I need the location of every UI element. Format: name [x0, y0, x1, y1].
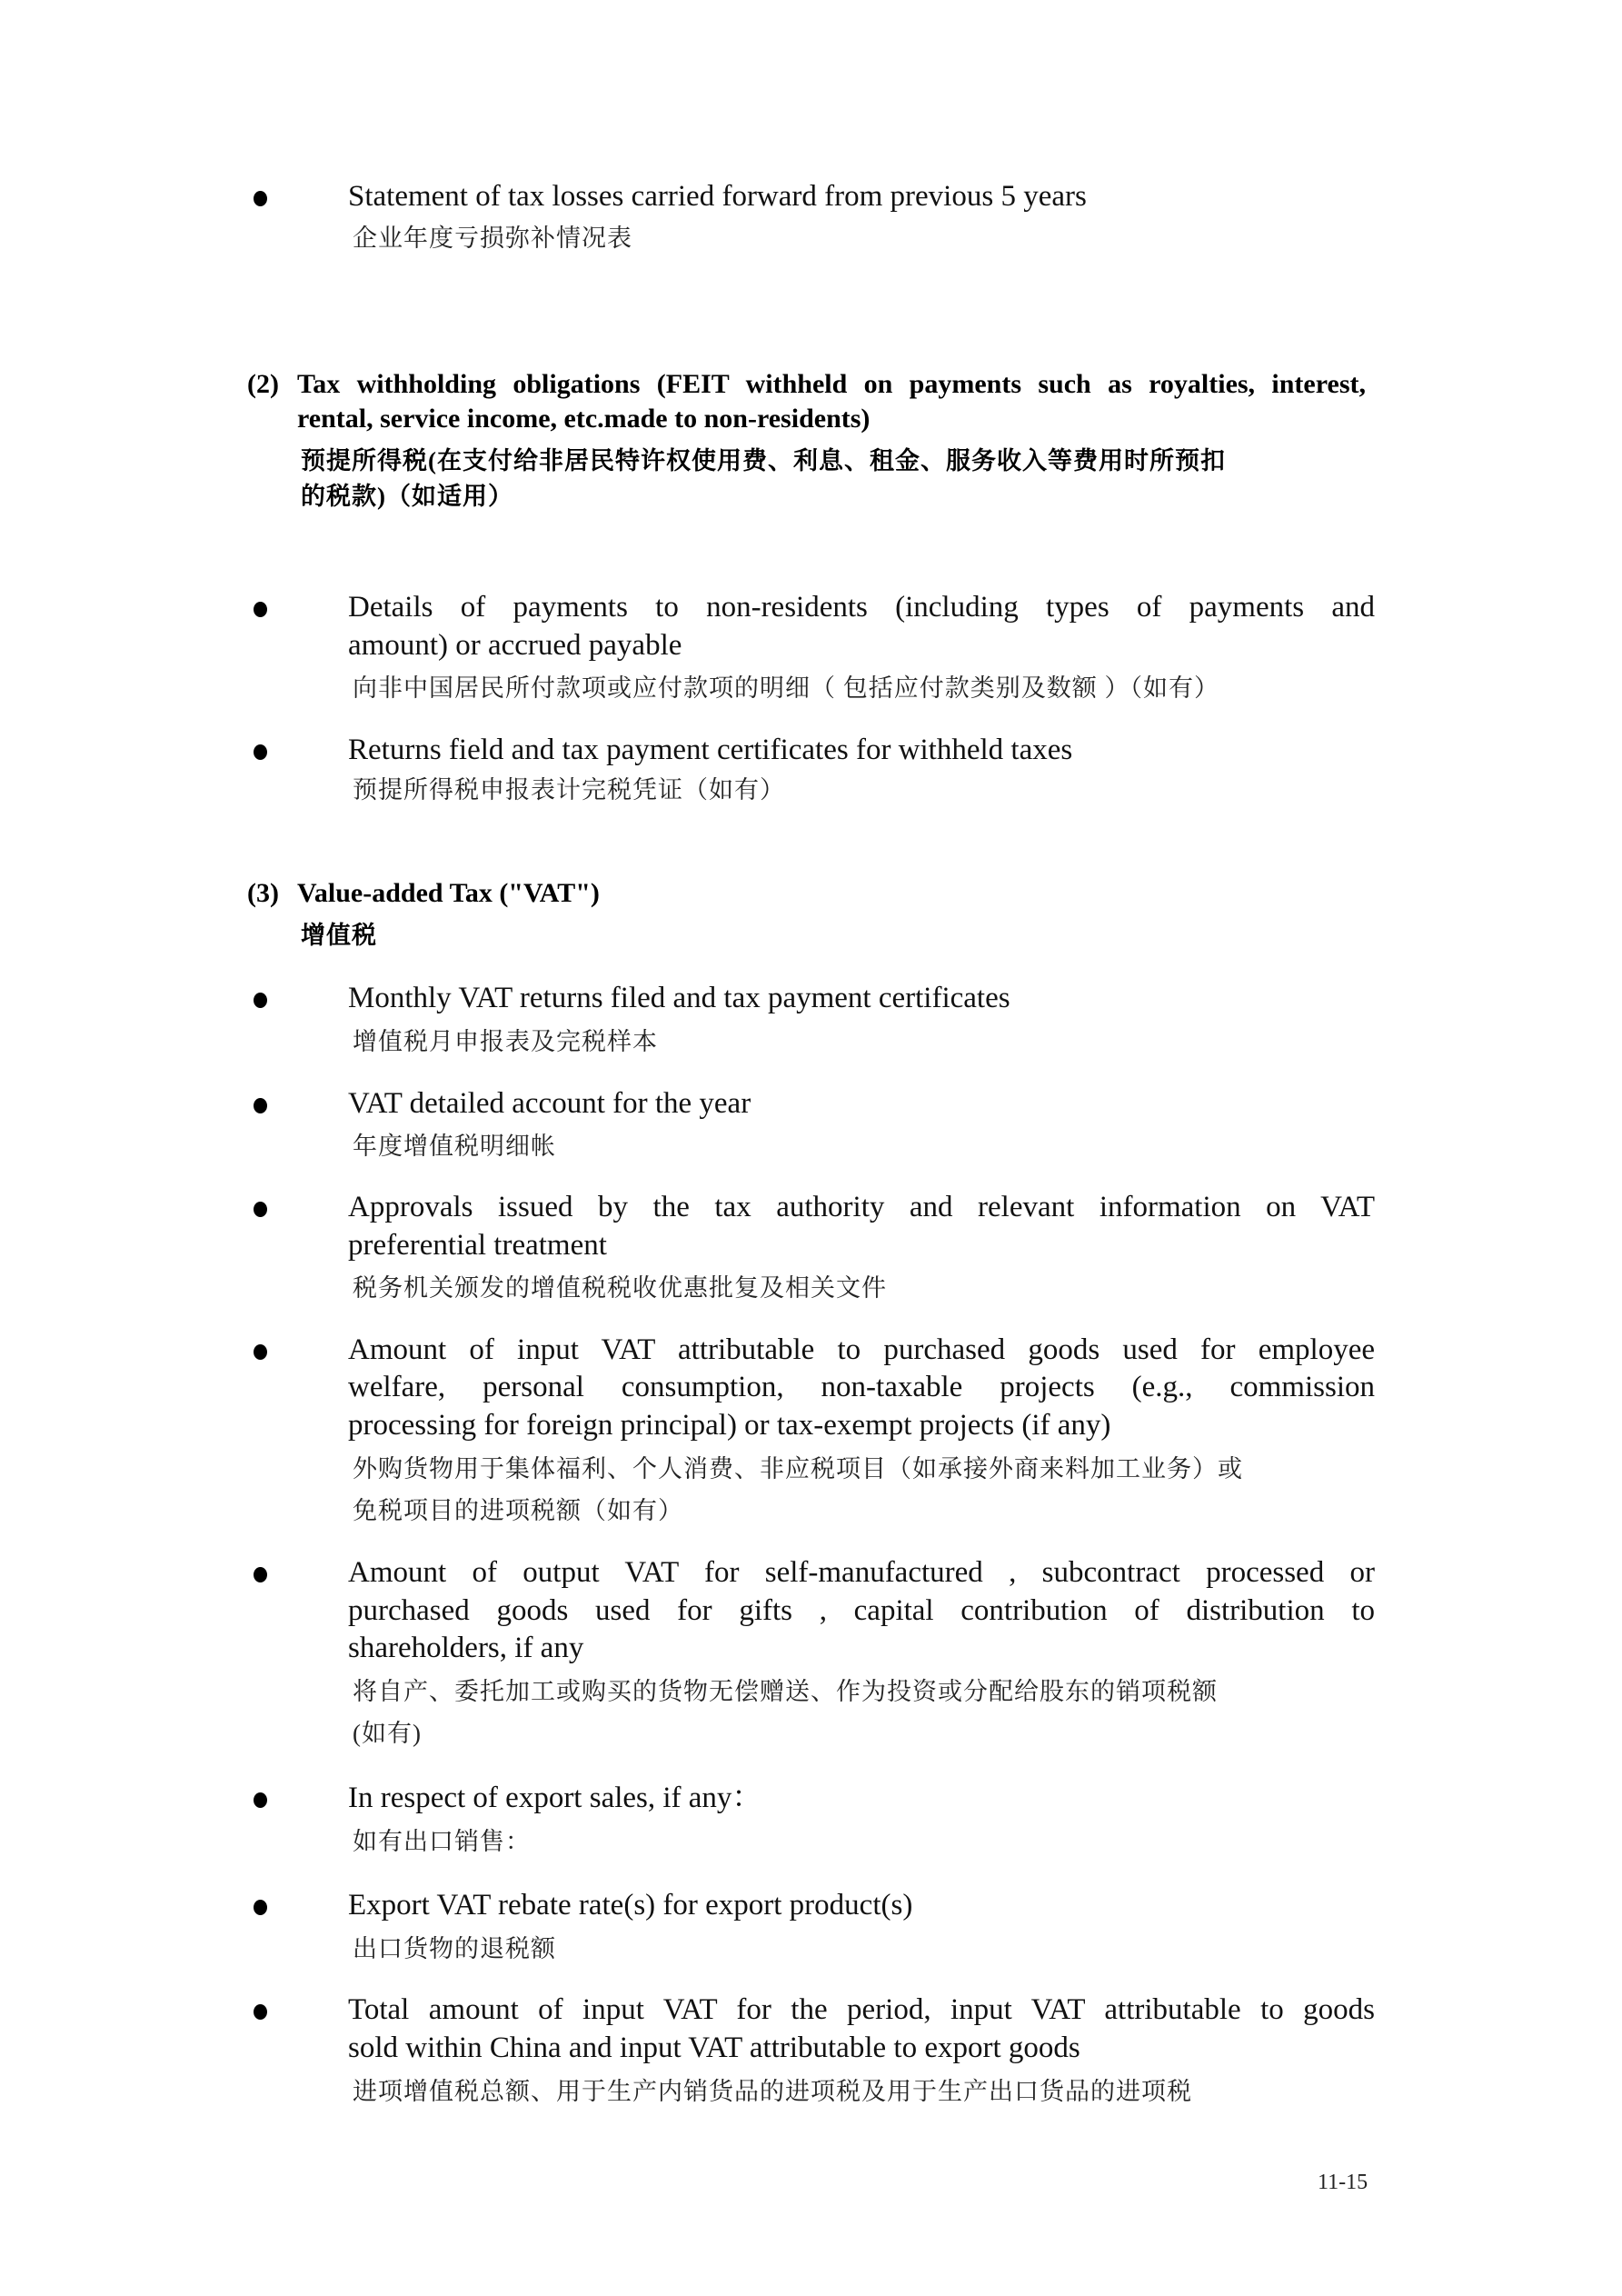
s3-item5-cn-line-1: 将自产、委托加工或购买的货物无偿赠送、作为投资或分配给股东的销项税额	[353, 1678, 1218, 1705]
section-3-title-line-1: Value-added Tax ("VAT")	[297, 878, 600, 908]
bullet-icon	[254, 993, 267, 1008]
section-2-title-line-2: rental, service income, etc.made to non-residents)	[297, 404, 871, 434]
section-2-title-cn-line-1: 预提所得税(在支付给非居民特许权使用费、利息、租金、服务收入等费用时所预扣	[301, 447, 1226, 474]
s3-item4-cn-line-2: 免税项目的进项税额（如有）	[353, 1497, 683, 1524]
s3-item5-cn-line-2: (如有)	[353, 1720, 422, 1747]
s3-item6-cn-line-1: 如有出口销售：	[353, 1828, 531, 1855]
item-loss-cn-line-1: 企业年度亏损弥补情况表	[353, 225, 632, 252]
bullet-icon	[254, 744, 267, 760]
s3-item7-en-line-1: Export VAT rebate rate(s) for export product(s)	[348, 1889, 913, 1922]
section-2-title-cn-line-2: 的税款)（如适用）	[301, 483, 513, 510]
section-2-number: (2)	[247, 369, 279, 399]
s2-item2-cn-line-1: 预提所得税申报表计完税凭证（如有）	[353, 776, 785, 804]
s2-item1-en-line-1: Details of payments to non-residents (including types of payments and	[348, 591, 1375, 624]
bullet-icon	[254, 1792, 267, 1808]
s3-item5-en-line-3: shareholders, if any	[348, 1632, 584, 1664]
s3-item1-cn-line-1: 增值税月申报表及完税样本	[353, 1028, 658, 1055]
page-number: 11-15	[1318, 2171, 1368, 2194]
s2-item1-cn-line-1: 向非中国居民所付款项或应付款项的明细（ 包括应付款类别及数额 ）（如有）	[353, 674, 1219, 702]
s2-item2-en-line-1: Returns field and tax payment certificates for withheld taxes	[348, 734, 1073, 766]
s3-item3-cn-line-1: 税务机关颁发的增值税税收优惠批复及相关文件	[353, 1274, 887, 1302]
section-3-title-cn-line-1: 增值税	[301, 922, 377, 949]
bullet-icon	[254, 1202, 267, 1217]
bullet-icon	[254, 1344, 267, 1360]
s3-item6-en-line-1: In respect of export sales, if any：	[348, 1782, 762, 1814]
s3-item4-en-line-1: Amount of input VAT attributable to purchased goods used for employee	[348, 1333, 1375, 1366]
s3-item3-en-line-1: Approvals issued by the tax authority and relevant information on VAT	[348, 1191, 1375, 1223]
bullet-icon	[254, 602, 267, 617]
s3-item2-en-line-1: VAT detailed account for the year	[348, 1087, 751, 1120]
bullet-icon	[254, 1098, 267, 1113]
s3-item8-cn-line-1: 进项增值税总额、用于生产内销货品的进项税及用于生产出口货品的进项税	[353, 2078, 1192, 2105]
s3-item4-cn-line-1: 外购货物用于集体福利、个人消费、非应税项目（如承接外商来料加工业务）或	[353, 1455, 1243, 1482]
s3-item7-cn-line-1: 出口货物的退税额	[353, 1935, 556, 1962]
s3-item4-en-line-2: welfare, personal consumption, non-taxable projects (e.g., commission	[348, 1371, 1375, 1403]
bullet-icon	[254, 1567, 267, 1582]
s3-item8-en-line-2: sold within China and input VAT attributable to export goods	[348, 2031, 1080, 2064]
s3-item1-en-line-1: Monthly VAT returns filed and tax payment certificates	[348, 982, 1010, 1014]
item-loss-en-line-1: Statement of tax losses carried forward from previous 5 years	[348, 180, 1087, 213]
bullet-icon	[254, 1900, 267, 1915]
section-3-number: (3)	[247, 878, 279, 908]
bullet-icon	[254, 191, 267, 206]
s3-item2-cn-line-1: 年度增值税明细帐	[353, 1133, 556, 1160]
s3-item8-en-line-1: Total amount of input VAT for the period, input VAT attributable to goods	[348, 1993, 1375, 2026]
bullet-icon	[254, 2004, 267, 2020]
section-2-title-line-1: Tax withholding obligations (FEIT withheld on payments such as royalties, interest,	[297, 369, 1366, 399]
s3-item5-en-line-2: purchased goods used for gifts , capital contribution of distribution to	[348, 1594, 1375, 1627]
s3-item5-en-line-1: Amount of output VAT for self-manufactured , subcontract processed or	[348, 1556, 1375, 1589]
s2-item1-en-line-2: amount) or accrued payable	[348, 629, 682, 662]
s3-item4-en-line-3: processing for foreign principal) or tax-exempt projects (if any)	[348, 1409, 1111, 1442]
s3-item3-en-line-2: preferential treatment	[348, 1229, 607, 1262]
